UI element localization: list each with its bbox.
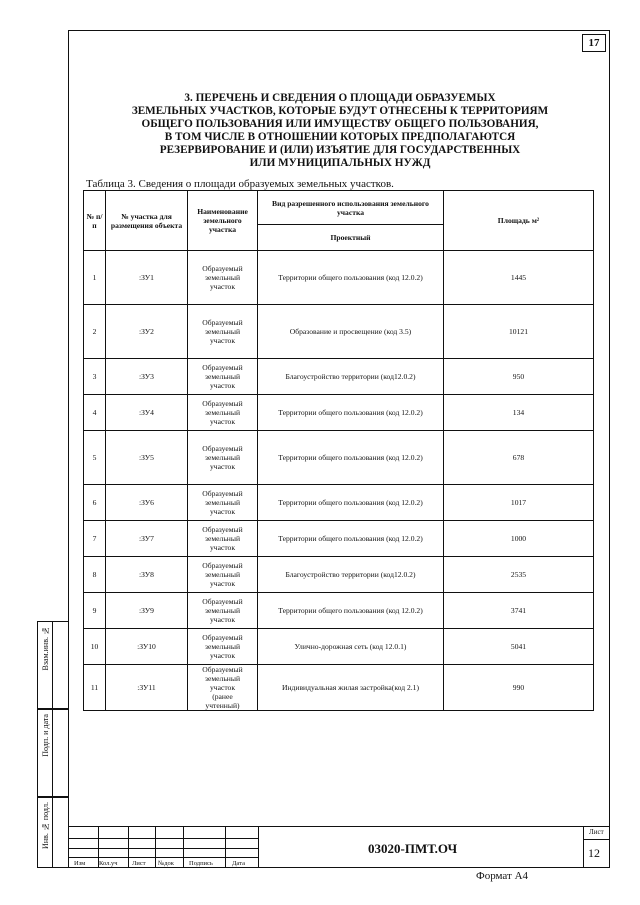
heading-line: ОБЩЕГО ПОЛЬЗОВАНИЯ ИЛИ ИМУЩЕСТВУ ОБЩЕГО ПОЛЬЗОВАНИЯ, — [141, 118, 539, 130]
stamp-col-kol: Кол.уч — [99, 860, 118, 867]
cell-parcel: :ЗУ6 — [106, 485, 188, 521]
sheet-label: Лист — [589, 828, 604, 836]
cell-area: 5041 — [444, 629, 594, 665]
table-row — [84, 431, 594, 485]
side-box-podp — [37, 709, 68, 797]
cell-area: 950 — [444, 359, 594, 395]
cell-num: 3 — [84, 359, 106, 395]
cell-name: Образуемый земельный участок — [188, 485, 258, 521]
cell-parcel: :ЗУ5 — [106, 431, 188, 485]
cell-num: 8 — [84, 557, 106, 593]
cell-use: Благоустройство территории (код12.0.2) — [258, 557, 444, 593]
cell-name: Образуемый земельный участок — [188, 431, 258, 485]
cell-parcel: :ЗУ10 — [106, 629, 188, 665]
table-row — [84, 251, 594, 305]
table-row — [84, 593, 594, 629]
cell-name: Образуемый земельный участок — [188, 521, 258, 557]
stamp-col-data: Дата — [232, 860, 245, 867]
table-row — [84, 521, 594, 557]
cell-area: 990 — [444, 665, 594, 711]
cell-parcel: :ЗУ4 — [106, 395, 188, 431]
cell-parcel: :ЗУ11 — [106, 665, 188, 711]
cell-use: Территории общего пользования (код 12.0.2) — [258, 485, 444, 521]
document-code: 03020-ПМТ.ОЧ — [368, 841, 458, 856]
header-use-sub: Проектный — [258, 225, 444, 251]
cell-area: 3741 — [444, 593, 594, 629]
cell-parcel: :ЗУ3 — [106, 359, 188, 395]
stamp-col-list: Лист — [132, 860, 146, 867]
heading-line: 3. ПЕРЕЧЕНЬ И СВЕДЕНИЯ О ПЛОЩАДИ ОБРАЗУЕМЫХ — [184, 92, 496, 104]
cell-area: 134 — [444, 395, 594, 431]
header-name: Наименование земельного участка — [188, 191, 258, 251]
header-parcel: № участка для размещения объекта — [106, 191, 188, 251]
cell-num: 2 — [84, 305, 106, 359]
side-box-vzam — [37, 621, 68, 709]
cell-num: 11 — [84, 665, 106, 711]
sheet-number: 12 — [588, 846, 600, 860]
cell-use: Территории общего пользования (код 12.0.2) — [258, 431, 444, 485]
cell-name: Образуемый земельный участок — [188, 251, 258, 305]
cell-parcel: :ЗУ2 — [106, 305, 188, 359]
cell-use: Улично-дорожная сеть (код 12.0.1) — [258, 629, 444, 665]
cell-parcel: :ЗУ8 — [106, 557, 188, 593]
page-number: 17 — [582, 34, 606, 52]
cell-use: Благоустройство территории (код12.0.2) — [258, 359, 444, 395]
cell-name: Образуемый земельный участок — [188, 557, 258, 593]
cell-area: 1445 — [444, 251, 594, 305]
side-label-inv: Инв. № подл. — [41, 802, 50, 849]
table-row — [84, 305, 594, 359]
cell-area: 1017 — [444, 485, 594, 521]
cell-name: Образуемый земельный участок — [188, 629, 258, 665]
heading-line: ИЛИ МУНИЦИПАЛЬНЫХ НУЖД — [249, 157, 431, 169]
cell-use: Территории общего пользования (код 12.0.2) — [258, 251, 444, 305]
cell-name: Образуемый земельный участок — [188, 593, 258, 629]
stamp-col-podpis: Подпись — [189, 860, 213, 867]
stamp-col-ndok: №док — [158, 860, 174, 867]
table-caption: Таблица 3. Сведения о площади образуемых земельных участков. — [86, 178, 394, 190]
cell-parcel: :ЗУ1 — [106, 251, 188, 305]
cell-use: Образование и просвещение (код 3.5) — [258, 305, 444, 359]
format-label: Формат А4 — [476, 870, 529, 882]
parcels-table — [83, 190, 594, 711]
cell-num: 6 — [84, 485, 106, 521]
cell-num: 7 — [84, 521, 106, 557]
header-num: № п/п — [84, 191, 106, 251]
header-area: Площадь м² — [444, 191, 594, 251]
cell-name: Образуемый земельный участок — [188, 359, 258, 395]
cell-use: Индивидуальная жилая застройка(код 2.1) — [258, 665, 444, 711]
cell-area: 10121 — [444, 305, 594, 359]
cell-area: 1000 — [444, 521, 594, 557]
heading-line: В ТОМ ЧИСЛЕ В ОТНОШЕНИИ КОТОРЫХ ПРЕДПОЛАГАЮТСЯ — [164, 131, 516, 143]
cell-num: 5 — [84, 431, 106, 485]
cell-num: 1 — [84, 251, 106, 305]
table-row — [84, 395, 594, 431]
cell-name: Образуемый земельный участок — [188, 395, 258, 431]
cell-num: 9 — [84, 593, 106, 629]
heading-line: РЕЗЕРВИРОВАНИЕ И (ИЛИ) ИЗЪЯТИЕ ДЛЯ ГОСУДАРСТВЕННЫХ — [159, 144, 521, 156]
side-label-vzam: Взам.инв. № — [41, 626, 50, 671]
header-use-group: Вид разрешенного использования земельного участка — [258, 191, 444, 225]
cell-parcel: :ЗУ9 — [106, 593, 188, 629]
cell-use: Территории общего пользования (код 12.0.2) — [258, 395, 444, 431]
cell-area: 2535 — [444, 557, 594, 593]
table-row — [84, 485, 594, 521]
title-block — [68, 826, 610, 868]
cell-area: 678 — [444, 431, 594, 485]
cell-use: Территории общего пользования (код 12.0.2) — [258, 521, 444, 557]
cell-name: Образуемый земельный участок — [188, 305, 258, 359]
table-row — [84, 557, 594, 593]
cell-parcel: :ЗУ7 — [106, 521, 188, 557]
cell-num: 4 — [84, 395, 106, 431]
table-row — [84, 665, 594, 711]
side-box-inv — [37, 797, 68, 868]
table-row — [84, 629, 594, 665]
table-row — [84, 359, 594, 395]
cell-num: 10 — [84, 629, 106, 665]
stamp-col-izm: Изм — [74, 860, 86, 867]
section-heading — [80, 92, 600, 170]
heading-line: ЗЕМЕЛЬНЫХ УЧАСТКОВ, КОТОРЫЕ БУДУТ ОТНЕСЕНЫ К ТЕРРИТОРИЯМ — [131, 105, 549, 117]
cell-use: Территории общего пользования (код 12.0.2) — [258, 593, 444, 629]
cell-name: Образуемый земельный участок (ранее учтенный) — [188, 665, 258, 711]
side-label-podp: Подп. и дата — [41, 714, 50, 757]
